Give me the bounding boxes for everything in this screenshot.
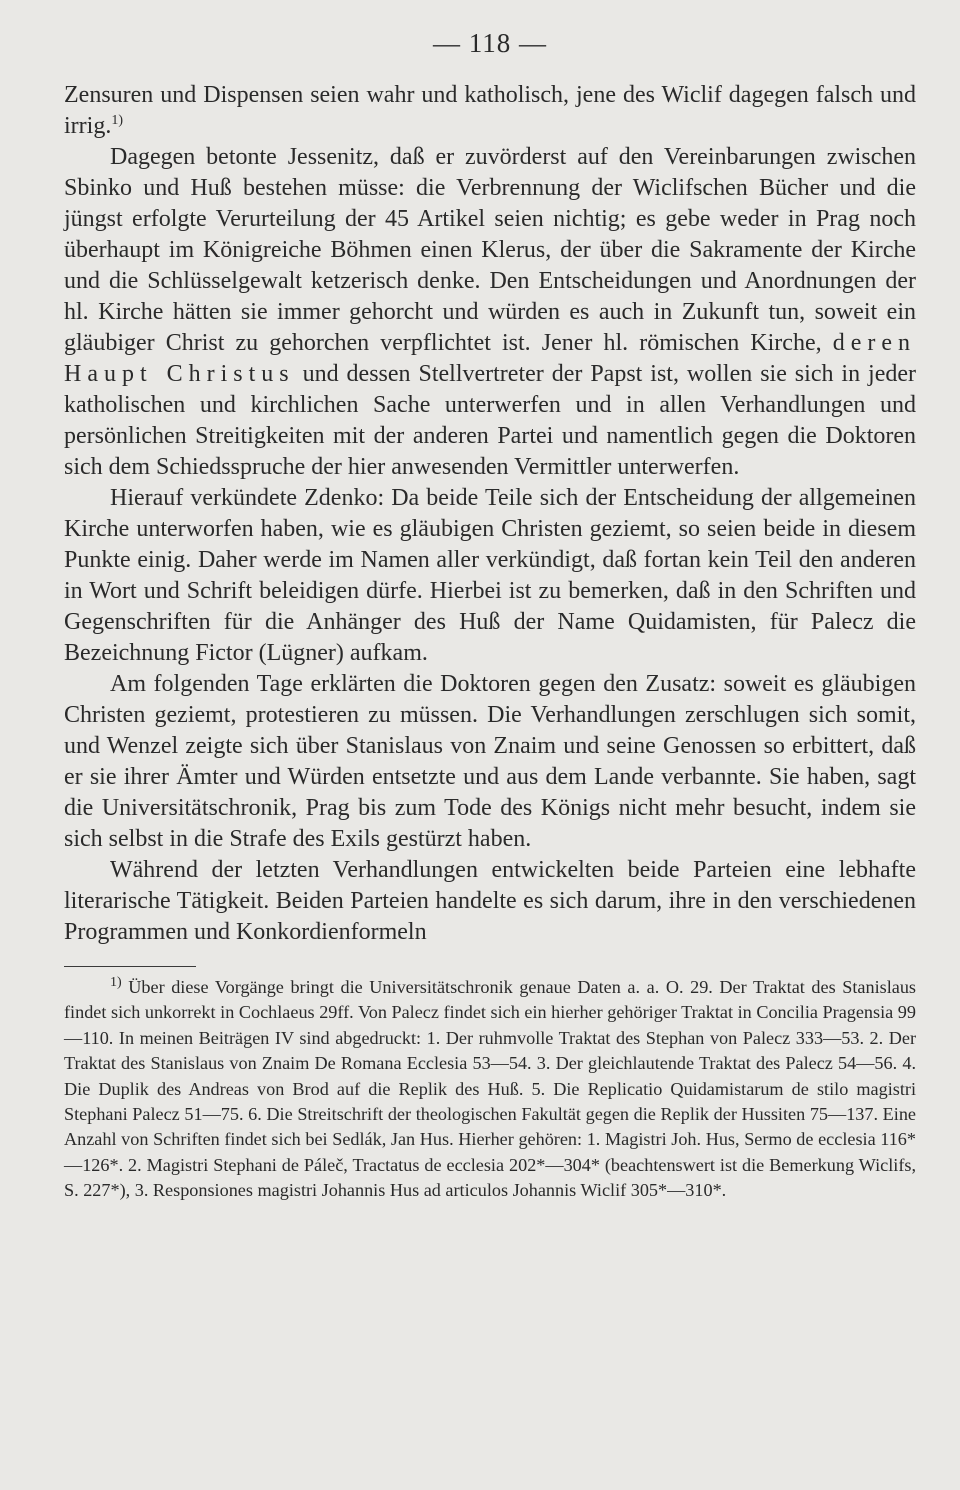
paragraph-5: Während der letzten Verhandlungen entwickelten beide Parteien eine lebhafte literarische Tätigkeit. Beiden Parteien handelte es sich darum, ihre in den verschiedenen Programmen und Konkordienformeln (64, 857, 916, 945)
footnote-reference: 1) (111, 113, 123, 128)
footnote-text: Über diese Vorgänge bringt die Universitätschronik genaue Daten a. a. O. 29. Der Traktat des Stanislaus findet sich unkorrekt in Cochlaeus 29ff. Von Palecz findet sich ein hierher gehöriger Traktat in Concilia Pragensia 99—110. In meinen Beiträgen IV sind abgedruckt: 1. Der ruhmvolle Traktat des Stephan von Palecz 333—53. 2. Der Traktat des Stanislaus von Znaim De Romana Ecclesia 53—54. 3. Der gleichlautende Traktat des Palecz 54—56. 4. Die Duplik des Andreas von Brod auf die Replik des Huß. 5. Die Replicatio Quidamistarum de stilo magistri Stephani Palecz 51—75. 6. Die Streitschrift der theologischen Fakultät gegen die Replik der Hussiten 75—137. Eine Anzahl von Schriften findet sich bei Sedlák, Jan Hus. Hierher gehören: 1. Magistri Joh. Hus, Sermo de ecclesia 116*—126*. 2. Magistri Stephani de Páleč, Tractatus de ecclesia 202*—304* (beachtenswert ist die Bemerkung Wiclifs, S. 227*), 3. Responsiones magistri Johannis Hus ad articulos Johannis Wiclif 305*—310*. (64, 977, 916, 1201)
paragraph-2 (64, 142, 916, 483)
paragraph-2-text-a: Dagegen betonte Jessenitz, daß er zuvörderst auf den Vereinbarungen zwischen Sbinko und Huß bestehen müsse: die Verbrennung der Wiclifschen Bücher und die jüngst erfolgte Verurteilung der 45 Artikel seien nichtig; es gebe weder in Prag noch überhaupt im Königreiche Böhmen einen Klerus, der über die Sakramente der Kirche und die Schlüsselgewalt ketzerisch denke. Den Entscheidungen und Anordnungen der hl. Kirche hätten sie immer gehorcht und würden es auch in Zukunft tun, soweit ein gläubiger Christ zu gehorchen verpflichtet ist. Jener hl. römischen Kirche, (64, 144, 916, 356)
footnote-marker: 1) (110, 974, 122, 990)
paragraph-1 (64, 80, 916, 142)
paragraph-3: Hierauf verkündete Zdenko: Da beide Teile sich der Entscheidung der allgemeinen Kirche unterworfen haben, wie es gläubigen Christen geziemt, so seien beide in diesem Punkte einig. Daher werde im Namen aller verkündigt, daß fortan kein Teil den anderen in Wort und Schrift beleidigen dürfe. Hierbei ist zu bemerken, daß in den Schriften und Gegenschriften für die Anhänger des Huß der Name Quidamisten, für Palecz die Bezeichnung Fictor (Lügner) aufkam. (64, 485, 916, 666)
footnote-divider (64, 966, 196, 967)
paragraph-4: Am folgenden Tage erklärten die Doktoren gegen den Zusatz: soweit es gläubigen Christen geziemt, protestieren zu müssen. Die Verhandlungen zerschlugen sich somit, und Wenzel zeigte sich über Stanislaus von Znaim und seine Genossen so erbittert, daß er sie ihrer Ämter und Würden entsetzte und aus dem Lande verbannte. Sie haben, sagt die Universitätschronik, Prag bis zum Tode des Königs nicht mehr besucht, indem sie sich selbst in die Strafe des Exils gestürzt haben. (64, 671, 916, 852)
paragraph-2-text-b: und dessen Stellvertreter der Papst ist, wollen sie sich in jeder katholischen und kirchlichen Sache unterwerfen und in allen Verhandlungen und persönlichen Streitigkeiten mit der anderen Partei und namentlich gegen die Doktoren sich dem Schiedsspruche der hier anwesenden Vermittler unterwerfen. (64, 361, 917, 480)
footnote-paragraph (64, 975, 916, 1204)
paragraph-2-spaced-emphasis: deren Haupt Christus (64, 330, 916, 387)
page-number: — 118 — (433, 28, 547, 58)
footnote (64, 975, 916, 1204)
body-text (64, 80, 916, 948)
paragraph-1-text: Zensuren und Dispensen seien wahr und katholisch, jene des Wiclif dagegen falsch und irrig. (64, 82, 916, 139)
